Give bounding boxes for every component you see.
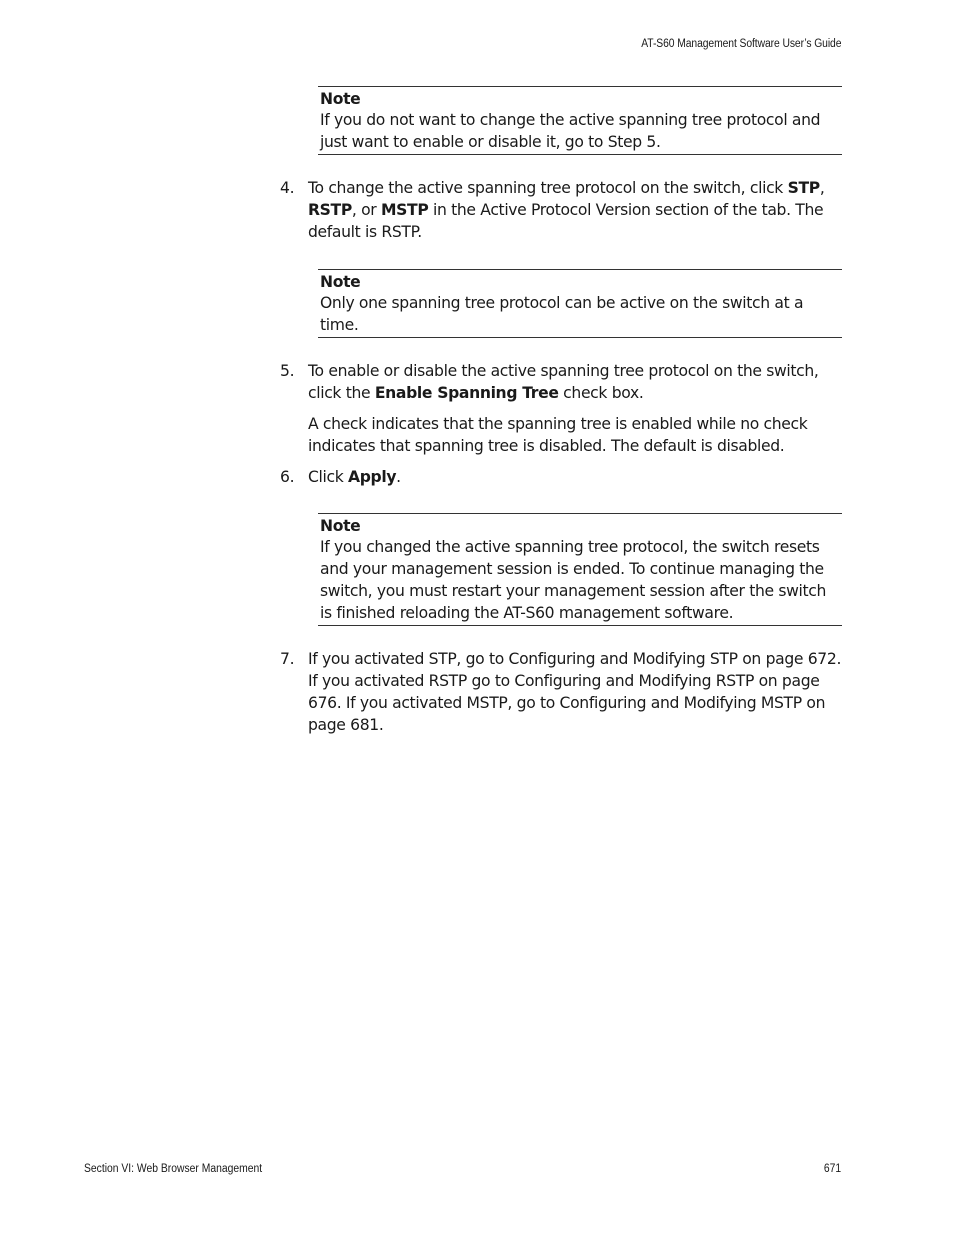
note-box	[318, 86, 842, 155]
enable-spanning-tree-label: Enable Spanning Tree	[374, 384, 559, 402]
note-box	[318, 269, 842, 338]
step-number: 5.	[280, 362, 295, 380]
note-box	[318, 513, 842, 626]
note-heading: Note	[320, 273, 361, 291]
step-number: 4.	[280, 179, 295, 197]
footer-section-title: Section VI: Web Browser Management	[84, 1163, 263, 1175]
step-4	[280, 177, 840, 243]
step-6	[280, 466, 840, 488]
mstp-option: MSTP	[380, 201, 429, 219]
step-5-explanation: A check indicates that the spanning tree is enabled while no check indicates that spanning tree is disabled. The default is disabled.	[308, 415, 808, 455]
step-text-part: To change the active spanning tree protocol on the switch, click	[308, 179, 788, 197]
step-7	[280, 648, 840, 736]
rstp-option: RSTP	[308, 201, 352, 219]
step-text: If you activated STP, go to Configuring and Modifying STP on page 672. If you activated RSTP go to Configuring and Modifying RSTP on page 676. If you activated MSTP, go to Configuring and Modifying MSTP on page 681.	[308, 650, 842, 734]
step-number: 6.	[280, 468, 295, 486]
step-text-part: , or	[351, 201, 381, 219]
note-heading: Note	[320, 90, 361, 108]
step-text-part: ,	[819, 179, 825, 197]
note-body: Only one spanning tree protocol can be active on the switch at a time.	[320, 294, 804, 334]
apply-label: Apply	[348, 468, 397, 486]
step-text-part: check box.	[558, 384, 644, 402]
page-number: 671	[823, 1163, 841, 1175]
stp-option: STP	[787, 179, 820, 197]
running-header: AT-S60 Management Software User’s Guide	[640, 38, 841, 50]
step-text-part: in the Active Protocol Version section of the tab. The default is RSTP.	[308, 201, 824, 241]
step-5	[280, 360, 840, 404]
step-number: 7.	[280, 650, 295, 668]
step-text	[308, 177, 842, 243]
note-body: If you changed the active spanning tree protocol, the switch resets and your management session is ended. To continue managing the switch, you must restart your management session after the switch is finished reloading the AT-S60 management software.	[320, 538, 827, 622]
step-text-part: Click	[308, 468, 349, 486]
note-body: If you do not want to change the active spanning tree protocol and just want to enable or disable it, go to Step 5.	[320, 111, 821, 151]
step-text	[308, 466, 842, 488]
step-text	[308, 360, 842, 404]
note-heading: Note	[320, 517, 361, 535]
step-text-part: To enable or disable the active spanning tree protocol on the switch, click the	[308, 362, 819, 402]
step-text-part: .	[396, 468, 401, 486]
